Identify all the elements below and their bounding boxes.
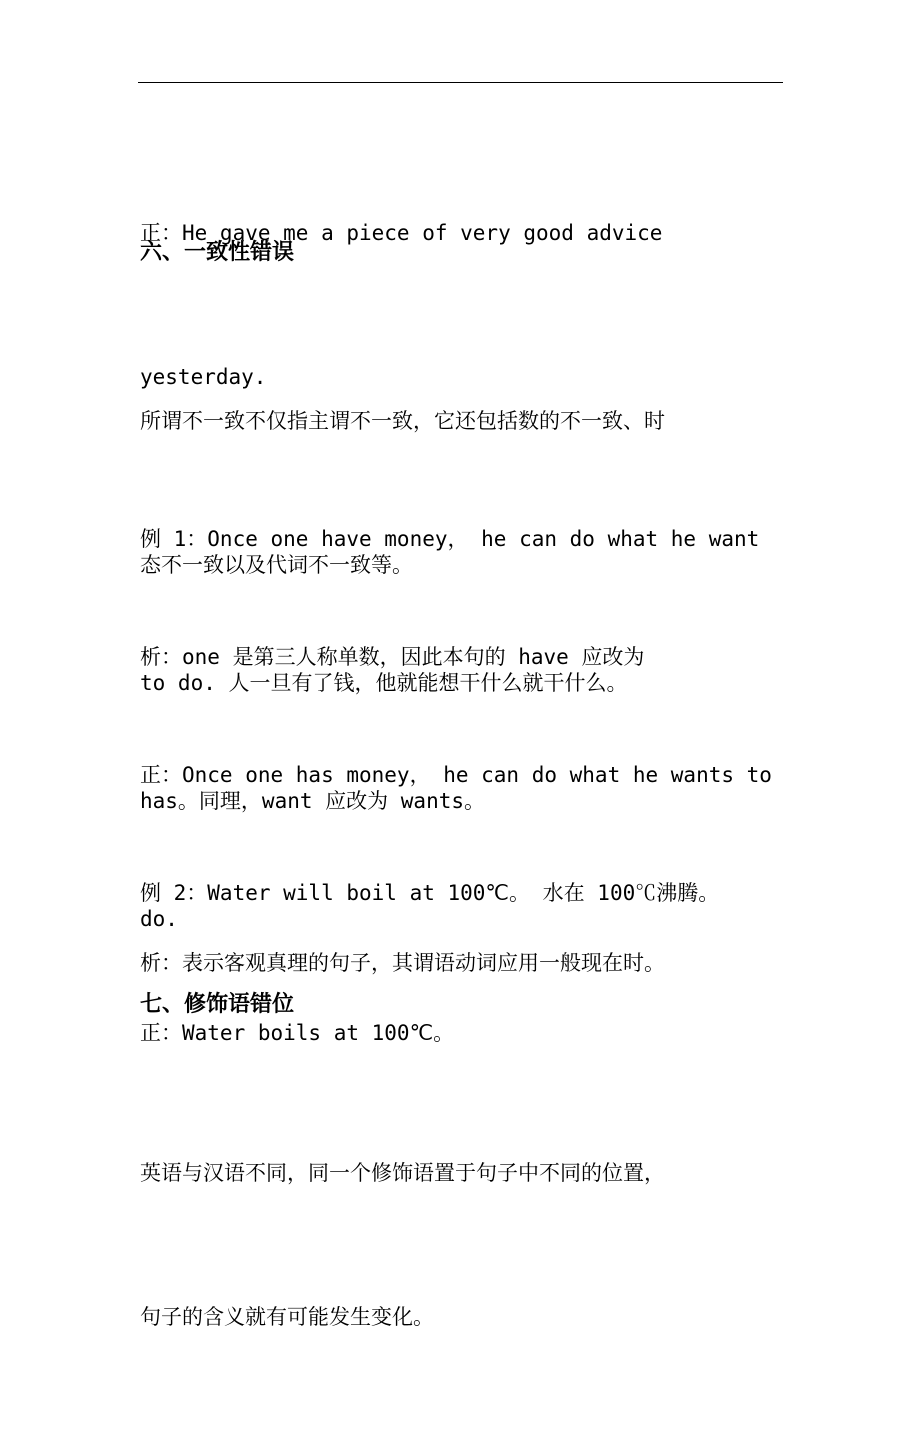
text-line: 英语与汉语不同，同一个修饰语置于句子中不同的位置， [140, 1161, 665, 1185]
text-line: 析：one 是第三人称单数，因此本句的 have 应改为 [140, 645, 645, 669]
text-line: 例 1：Once one have money， he can do what he want [140, 527, 760, 551]
text-line: 析：表示客观真理的句子，其谓语动词应用一般现在时。 [140, 951, 665, 975]
text-line: has。同理，want 应改为 wants。 [140, 789, 486, 813]
section-7-intro [140, 1053, 780, 1437]
text-line: do. [140, 907, 178, 931]
heading-text: 六、一致性错误 [140, 240, 295, 265]
text-line: 态不一致以及代词不一致等。 [140, 553, 413, 577]
heading-text: 七、修饰语错位 [140, 992, 295, 1017]
section-heading-7 [140, 981, 780, 1029]
text-line: 正：Once one has money， he can do what he wants to [140, 763, 772, 787]
text-line: 正：Water boils at 100℃。 [140, 1021, 455, 1045]
text-line: yesterday. [140, 365, 267, 389]
text-line: 例 2：Water will boil at 100℃。 水在 100℃沸腾。 [140, 881, 720, 905]
header-rule [138, 82, 783, 83]
text-line: 所谓不一致不仅指主谓不一致，它还包括数的不一致、时 [140, 409, 665, 433]
text-line: 正：He gave me a piece of very good advice [140, 221, 663, 245]
section-heading-6 [140, 229, 780, 277]
text-line: to do. 人一旦有了钱，他就能想干什么就干什么。 [140, 671, 628, 695]
text-line: 句子的含义就有可能发生变化。 [140, 1305, 434, 1329]
